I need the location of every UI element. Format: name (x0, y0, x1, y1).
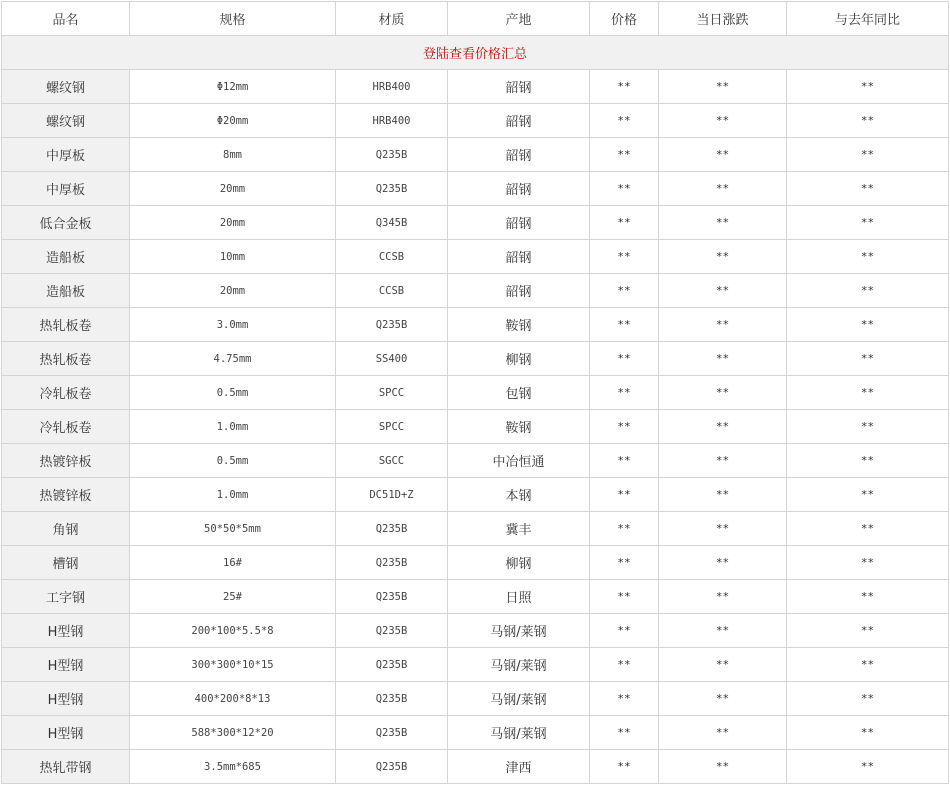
cell-year-over-year: ** (787, 648, 949, 682)
cell-origin: 韶钢 (448, 70, 590, 104)
cell-price: ** (590, 580, 659, 614)
cell-year-over-year: ** (787, 580, 949, 614)
cell-origin: 韶钢 (448, 240, 590, 274)
cell-year-over-year: ** (787, 308, 949, 342)
cell-price: ** (590, 546, 659, 580)
cell-year-over-year: ** (787, 478, 949, 512)
cell-spec: 588*300*12*20 (130, 716, 336, 750)
cell-spec: 0.5mm (130, 376, 336, 410)
cell-product-name: 热轧板卷 (2, 342, 130, 376)
cell-year-over-year: ** (787, 410, 949, 444)
cell-price: ** (590, 716, 659, 750)
cell-spec: 20mm (130, 274, 336, 308)
cell-product-name: 热轧带钢 (2, 750, 130, 784)
table-row (2, 410, 949, 444)
cell-origin: 韶钢 (448, 206, 590, 240)
header-origin: 产地 (448, 2, 590, 36)
cell-daily-change: ** (659, 512, 787, 546)
cell-product-name: H型钢 (2, 682, 130, 716)
cell-price: ** (590, 614, 659, 648)
cell-material: Q235B (336, 512, 448, 546)
cell-origin: 韶钢 (448, 172, 590, 206)
cell-origin: 韶钢 (448, 274, 590, 308)
cell-material: Q235B (336, 172, 448, 206)
cell-origin: 马钢/莱钢 (448, 682, 590, 716)
cell-material: SPCC (336, 410, 448, 444)
cell-material: SGCC (336, 444, 448, 478)
cell-material: Q235B (336, 614, 448, 648)
cell-daily-change: ** (659, 342, 787, 376)
cell-daily-change: ** (659, 410, 787, 444)
cell-daily-change: ** (659, 648, 787, 682)
cell-price: ** (590, 410, 659, 444)
table-row (2, 138, 949, 172)
cell-daily-change: ** (659, 104, 787, 138)
cell-material: Q235B (336, 648, 448, 682)
cell-product-name: 中厚板 (2, 138, 130, 172)
cell-daily-change: ** (659, 274, 787, 308)
cell-year-over-year: ** (787, 682, 949, 716)
cell-origin: 马钢/莱钢 (448, 716, 590, 750)
cell-daily-change: ** (659, 206, 787, 240)
cell-product-name: 中厚板 (2, 172, 130, 206)
cell-daily-change: ** (659, 70, 787, 104)
cell-spec: 4.75mm (130, 342, 336, 376)
cell-year-over-year: ** (787, 70, 949, 104)
cell-year-over-year: ** (787, 172, 949, 206)
cell-material: HRB400 (336, 70, 448, 104)
cell-material: Q235B (336, 138, 448, 172)
cell-spec: 1.0mm (130, 410, 336, 444)
cell-material: SPCC (336, 376, 448, 410)
cell-origin: 包钢 (448, 376, 590, 410)
cell-origin: 马钢/莱钢 (448, 648, 590, 682)
cell-price: ** (590, 376, 659, 410)
table-row (2, 172, 949, 206)
table-row (2, 104, 949, 138)
cell-origin: 日照 (448, 580, 590, 614)
header-spec: 规格 (130, 2, 336, 36)
cell-price: ** (590, 750, 659, 784)
cell-spec: 20mm (130, 172, 336, 206)
login-view-summary-link[interactable]: 登陆查看价格汇总 (422, 47, 527, 62)
cell-price: ** (590, 512, 659, 546)
cell-origin: 鞍钢 (448, 308, 590, 342)
cell-price: ** (590, 240, 659, 274)
cell-daily-change: ** (659, 376, 787, 410)
table-row (2, 308, 949, 342)
cell-origin: 中冶恒通 (448, 444, 590, 478)
cell-price: ** (590, 138, 659, 172)
cell-spec: 200*100*5.5*8 (130, 614, 336, 648)
cell-spec: Φ20mm (130, 104, 336, 138)
header-price: 价格 (590, 2, 659, 36)
cell-spec: 3.5mm*685 (130, 750, 336, 784)
cell-year-over-year: ** (787, 546, 949, 580)
cell-material: Q235B (336, 750, 448, 784)
cell-material: DC51D+Z (336, 478, 448, 512)
cell-year-over-year: ** (787, 138, 949, 172)
cell-material: HRB400 (336, 104, 448, 138)
header-year-over-year: 与去年同比 (787, 2, 949, 36)
cell-product-name: 热镀锌板 (2, 478, 130, 512)
cell-year-over-year: ** (787, 342, 949, 376)
cell-daily-change: ** (659, 308, 787, 342)
cell-daily-change: ** (659, 478, 787, 512)
cell-origin: 柳钢 (448, 546, 590, 580)
table-row (2, 546, 949, 580)
cell-product-name: 角钢 (2, 512, 130, 546)
cell-material: CCSB (336, 240, 448, 274)
cell-spec: 3.0mm (130, 308, 336, 342)
cell-price: ** (590, 172, 659, 206)
header-row (2, 2, 949, 36)
cell-year-over-year: ** (787, 274, 949, 308)
cell-year-over-year: ** (787, 444, 949, 478)
cell-material: Q235B (336, 546, 448, 580)
cell-product-name: H型钢 (2, 716, 130, 750)
cell-spec: 20mm (130, 206, 336, 240)
cell-price: ** (590, 104, 659, 138)
table-row (2, 716, 949, 750)
cell-product-name: H型钢 (2, 648, 130, 682)
cell-year-over-year: ** (787, 614, 949, 648)
table-row (2, 478, 949, 512)
cell-material: Q235B (336, 308, 448, 342)
cell-daily-change: ** (659, 444, 787, 478)
cell-price: ** (590, 478, 659, 512)
table-row (2, 376, 949, 410)
cell-origin: 韶钢 (448, 138, 590, 172)
cell-price: ** (590, 648, 659, 682)
cell-spec: 10mm (130, 240, 336, 274)
cell-daily-change: ** (659, 172, 787, 206)
cell-material: SS400 (336, 342, 448, 376)
cell-origin: 鞍钢 (448, 410, 590, 444)
table-row (2, 614, 949, 648)
table-row (2, 444, 949, 478)
banner-row (2, 36, 949, 70)
cell-material: Q235B (336, 580, 448, 614)
cell-spec: 25# (130, 580, 336, 614)
cell-daily-change: ** (659, 682, 787, 716)
cell-origin: 本钢 (448, 478, 590, 512)
table-row (2, 274, 949, 308)
cell-product-name: 冷轧板卷 (2, 410, 130, 444)
table-row (2, 240, 949, 274)
cell-daily-change: ** (659, 546, 787, 580)
cell-spec: 16# (130, 546, 336, 580)
cell-price: ** (590, 342, 659, 376)
cell-origin: 津西 (448, 750, 590, 784)
cell-product-name: 冷轧板卷 (2, 376, 130, 410)
cell-spec: 0.5mm (130, 444, 336, 478)
cell-spec: 1.0mm (130, 478, 336, 512)
cell-year-over-year: ** (787, 716, 949, 750)
cell-spec: 400*200*8*13 (130, 682, 336, 716)
cell-year-over-year: ** (787, 104, 949, 138)
header-material: 材质 (336, 2, 448, 36)
cell-product-name: 螺纹钢 (2, 70, 130, 104)
cell-product-name: 螺纹钢 (2, 104, 130, 138)
cell-product-name: 热镀锌板 (2, 444, 130, 478)
table-row (2, 750, 949, 784)
table-row (2, 206, 949, 240)
cell-origin: 马钢/莱钢 (448, 614, 590, 648)
cell-year-over-year: ** (787, 206, 949, 240)
table-row (2, 682, 949, 716)
cell-product-name: 热轧板卷 (2, 308, 130, 342)
table-row (2, 580, 949, 614)
table-row (2, 648, 949, 682)
cell-origin: 柳钢 (448, 342, 590, 376)
table-row (2, 512, 949, 546)
cell-product-name: H型钢 (2, 614, 130, 648)
cell-product-name: 造船板 (2, 274, 130, 308)
cell-price: ** (590, 206, 659, 240)
cell-spec: 300*300*10*15 (130, 648, 336, 682)
cell-product-name: 工字钢 (2, 580, 130, 614)
cell-material: CCSB (336, 274, 448, 308)
cell-price: ** (590, 444, 659, 478)
cell-price: ** (590, 682, 659, 716)
cell-product-name: 低合金板 (2, 206, 130, 240)
cell-origin: 冀丰 (448, 512, 590, 546)
cell-year-over-year: ** (787, 240, 949, 274)
cell-year-over-year: ** (787, 512, 949, 546)
cell-year-over-year: ** (787, 750, 949, 784)
cell-daily-change: ** (659, 750, 787, 784)
header-daily-change: 当日涨跌 (659, 2, 787, 36)
cell-daily-change: ** (659, 614, 787, 648)
cell-product-name: 槽钢 (2, 546, 130, 580)
banner-cell (2, 36, 949, 70)
cell-daily-change: ** (659, 716, 787, 750)
cell-material: Q345B (336, 206, 448, 240)
cell-price: ** (590, 308, 659, 342)
cell-origin: 韶钢 (448, 104, 590, 138)
cell-daily-change: ** (659, 240, 787, 274)
cell-year-over-year: ** (787, 376, 949, 410)
cell-spec: Φ12mm (130, 70, 336, 104)
steel-price-table (1, 1, 949, 784)
cell-daily-change: ** (659, 580, 787, 614)
header-product-name: 品名 (2, 2, 130, 36)
cell-spec: 50*50*5mm (130, 512, 336, 546)
table-row (2, 70, 949, 104)
cell-price: ** (590, 70, 659, 104)
cell-spec: 8mm (130, 138, 336, 172)
cell-material: Q235B (336, 716, 448, 750)
cell-price: ** (590, 274, 659, 308)
table-row (2, 342, 949, 376)
cell-material: Q235B (336, 682, 448, 716)
cell-product-name: 造船板 (2, 240, 130, 274)
cell-daily-change: ** (659, 138, 787, 172)
